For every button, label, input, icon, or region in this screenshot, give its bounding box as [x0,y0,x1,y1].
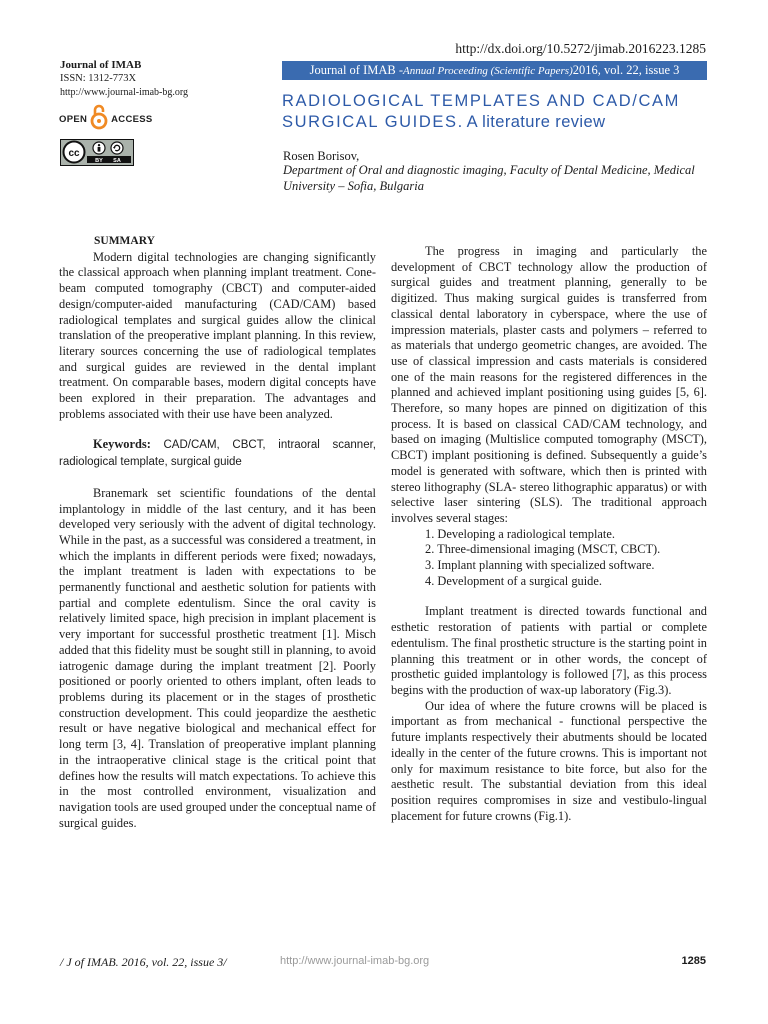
step-item: 2. Three-dimensional imaging (MSCT, CBCT). [425,542,661,557]
issn: ISSN: 1312-773X [60,73,137,84]
open-access-left-label: OPEN [59,113,88,125]
creative-commons-icon [64,142,85,163]
keywords-text: CAD/CAM, CBCT, intraoral scanner, radiological template, surgical guide [59,439,376,469]
keywords-label: Keywords: [93,437,151,452]
cc-by-label: BY [95,158,103,164]
footer-website-link[interactable]: http://www.journal-imab-bg.org [280,955,430,967]
page-number: 1285 [681,955,706,967]
intro-paragraph: Branemark set scientific foundations of the dental implantology in middle of the last century, and it has been developed very seriously with the advent of digital technology. While in the past, as a successful was considered a treatment, in which the implants in different periods were fixed; nowadays, the implant treatment is laden with expectations to be permanently functional and aesthetic solution for patients with partial and complete edentulism. Since the oral cavity is relatively limited space, high precision in implant placement is very important for successful prosthetic treatment [1]. Misch added that this fidelity must be sought still in planning, to avoid iatrogenic damage during the implant treatment [2]. Poorly positioned or poorly oriented to others implant, often leads to problems during its placement or in the stages of prosthetic construction development. This could jeopardize the aesthetic result or have negative biological and mechanical effect for long term [3, 4]. Translation of preoperative implant planning in the intraoperative clinical stage is the critical point that defines how the results will match expectations. To achieve this in the most controlled environment, visualization and navigation tools are used grouped under the conceptual name of surgical guides. [59,485,376,830]
cc-license-badge[interactable] [60,139,134,166]
summary-heading: SUMMARY [94,235,155,247]
cc-sa-label: SA [113,158,121,164]
step-item: 4. Development of a surgical guide. [425,573,602,588]
step-item: 1. Developing a radiological template. [425,526,615,541]
journal-name: Journal of IMAB [60,59,142,71]
article-title-line1: RADIOLOGICAL TEMPLATES AND CAD/CAM [282,92,680,110]
article-subtitle: . A literature review [457,113,606,131]
right-paragraph-1: The progress in imaging and particularly the development of CBCT technology allow the production of surgical guides and treatment planning, generally to be digitized. Thus making surgical guides is transferred from classical dental laboratory in cyberspace, where the use of impression materials, plaster casts and polymers – referred to as materials that undergo geometric changes, are avoided. The use of classical impression and casts materials is considered one of the main reasons for the registered differences in the planned and achieved implant positioning using guides [5, 6]. Therefore, so many hopes are pinned on digitization of this process. It is based on classical CAD/CAM technology, and based on imaging (Multislice computed tomography (MSCT), CBCT) implant positioning is defined. Subsequently a guide’s model is generated with software, which then is printed with stereo lithography (SLA- stereo lithographic apparatus) or with selective laser sintering (SLS). The traditional approach involves several stages: [391,244,707,525]
article-title-guides: SURGICAL GUIDES [282,113,458,131]
right-paragraph-3: Our idea of where the future crowns will be placed is important as from mechanical - functional perspective the future implants respectively their abutments should be located ideally in the center of the future crowns. This is important not only for maximum resistance to bite force, but also for the aesthetic result. The substantial deviation from this ideal position requires compromises in size and vestibulo-lingual placement for future crowns (Fig.1). [391,698,707,823]
summary-paragraph: Modern digital technologies are changing significantly the classical approach when planning implant treatment. Cone-beam computed tomography (CBCT) and computer-aided design/computer-aided manufacturing (CAD/CAM) based radiological templates and surgical guides allow the clinical translation of the preoperative implant planning. In this review, literary sources concerning the use of radiological templates and surgical guides are reviewed in the dental implant treatment. On comparable bases, modern digital concepts have been explored in their preparation. The advantages and problems associated with their use have been analyzed. [59,249,376,421]
author-name: Rosen Borisov, [283,149,360,163]
keywords [59,437,376,470]
journal-website-link[interactable]: http://www.journal-imab-bg.org [60,87,189,98]
right-paragraph-2: Implant treatment is directed towards functional and esthetic restoration of patients with partial or complete edentulism. The final prosthetic structure is the starting point in planning this treatment or in other words, the concept of prosthetic guided implantology is followed [7], as this process begins with the production of wax-up laboratory (Fig.3). [391,604,707,697]
footer-citation: / J of IMAB. 2016, vol. 22, issue 3/ [60,955,227,969]
step-item: 3. Implant planning with specialized software. [425,558,655,573]
banner-issue: 2016, vol. 22, issue 3 [572,63,680,77]
right-column [391,244,707,824]
banner-series: Annual Proceeding (Scientific Papers) [403,64,573,77]
left-column [59,234,376,831]
cc-sa-icon [111,142,123,154]
svg-text:cc: cc [68,148,80,159]
open-access-lock-icon [87,104,111,135]
open-access-right-label: ACCESS [111,113,153,125]
author-affiliation: Department of Oral and diagnostic imaging, Faculty of Dental Medicine, Medical University – Sofia, Bulgaria [283,163,695,193]
cc-by-person-icon [93,142,105,154]
journal-banner [282,61,707,80]
article-title-line2 [282,113,605,132]
banner-journal: Journal of IMAB - [309,63,404,77]
doi-link[interactable]: http://dx.doi.org/10.5272/jimab.2016223.1285 [455,41,706,56]
open-access-badge [59,105,159,133]
